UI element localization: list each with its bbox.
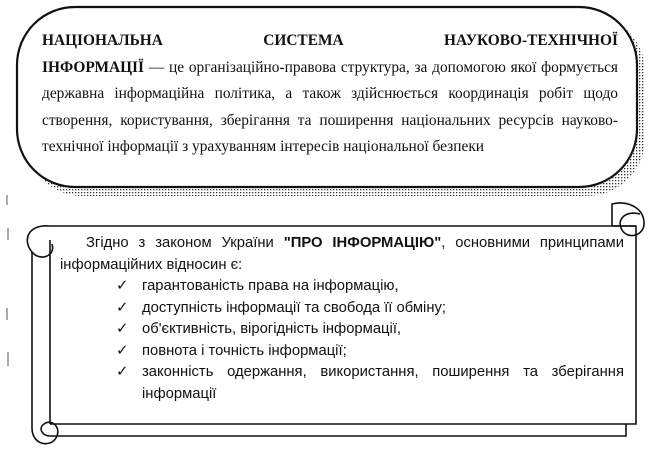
principles-list [60,276,624,405]
list-item [116,362,624,405]
term-part-2: СИСТЕМА [263,32,344,49]
intro-before: Згідно з законом України [86,235,284,251]
list-item [116,298,624,320]
term-part-1: НАЦІОНАЛЬНА [42,32,163,49]
list-item [116,276,624,298]
list-item-text: законність одержання, використання, поширення та зберігання інформації [142,364,624,402]
list-item [116,341,624,363]
binding-marks [7,195,8,366]
term-part-4: ІНФОРМАЦІЇ [42,58,145,76]
list-item-text: гарантованість права на інформацію, [142,278,399,294]
principles-intro [60,233,624,276]
principles-block [60,233,624,405]
definition-text-block [42,28,618,161]
check-icon: ✓ [116,278,129,294]
list-item-text: доступність інформації та свобода її обміну; [142,299,447,316]
definition-text: — це організаційно-правова структура, за допомогою якої формується державна інформаційна політика, а також здійснюється координація робіт щодо створення, користування, зберігання та поширення національних ресурсів науково-технічної інформації з урахуванням інтересів національної безпеки [42,58,618,155]
list-item [116,319,624,341]
check-icon: ✓ [116,321,129,337]
definition-body [42,55,618,161]
intro-after: , основними принципами інформаційних відносин є: [60,235,624,273]
check-icon: ✓ [116,342,129,359]
list-item-text: об'єктивність, вірогідність інформації, [142,321,402,337]
check-icon: ✓ [116,299,129,316]
definition-title-line [42,28,618,55]
list-item-text: повнота і точність інформації; [142,342,347,359]
term-part-3: НАУКОВО-ТЕХНІЧНОЇ [444,32,618,49]
law-title: "ПРО ІНФОРМАЦІЮ" [283,235,442,251]
check-icon: ✓ [116,364,129,380]
